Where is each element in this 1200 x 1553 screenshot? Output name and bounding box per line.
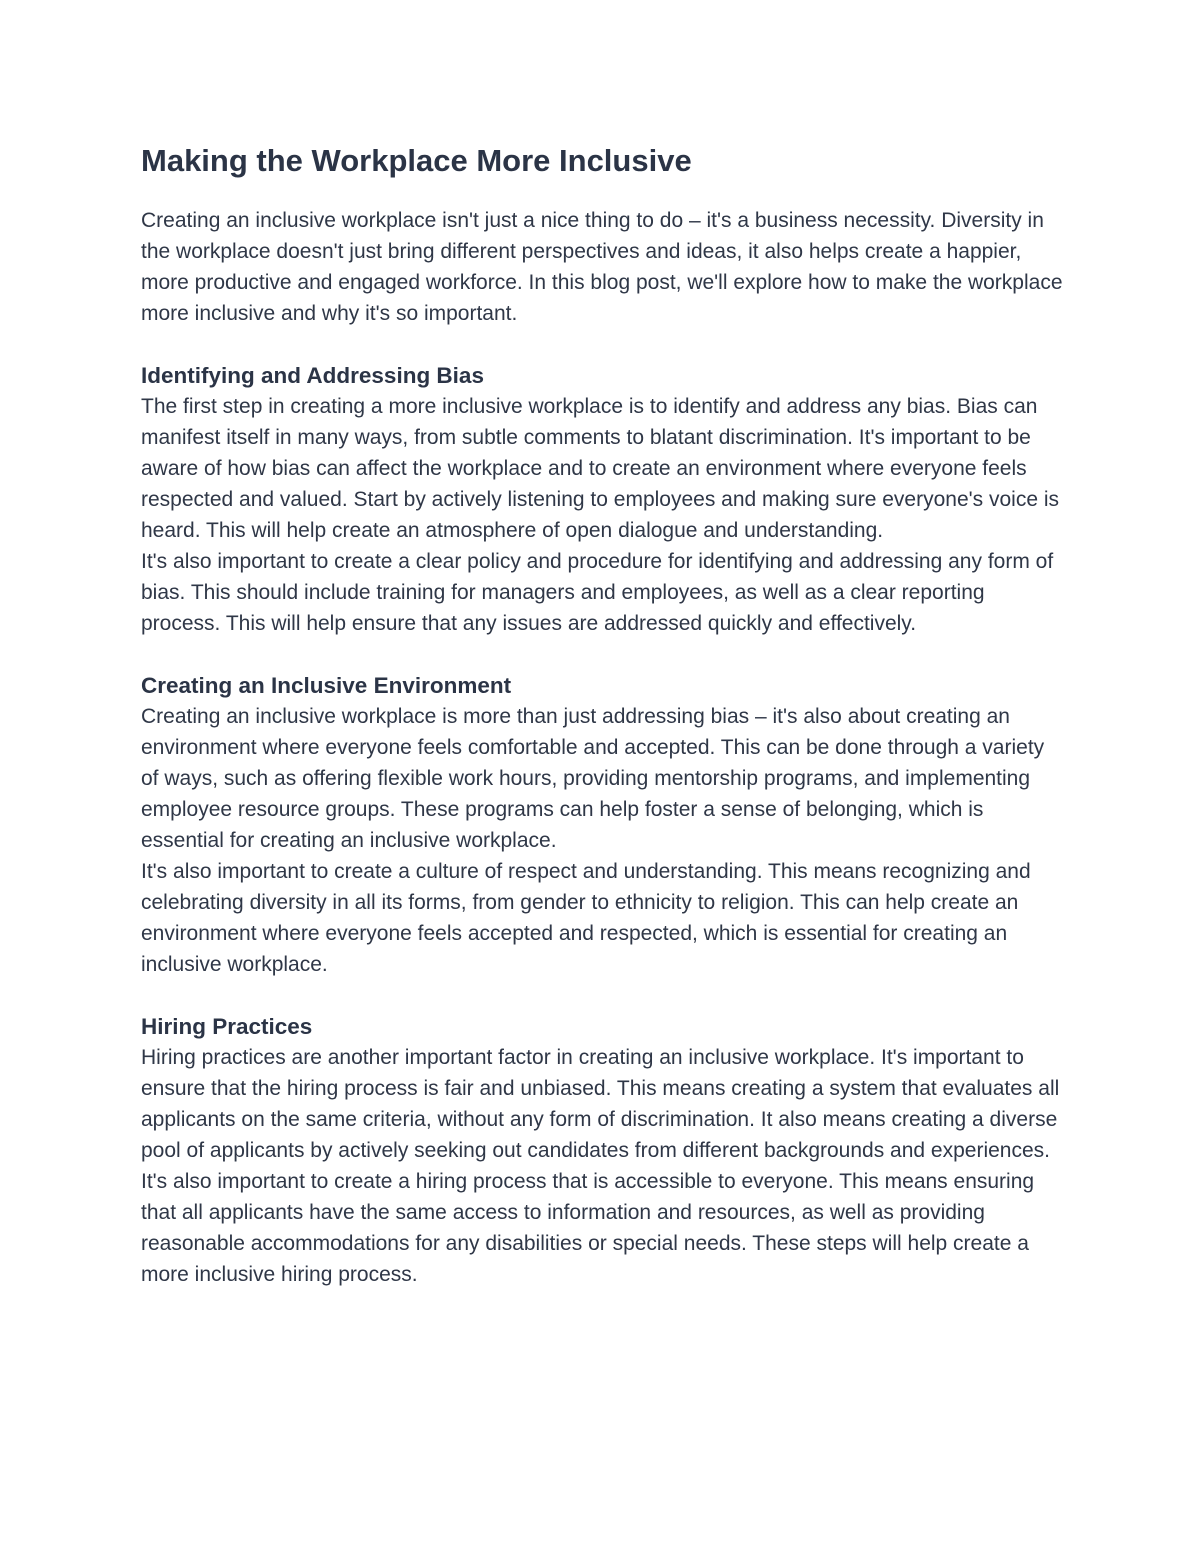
document-title: Making the Workplace More Inclusive xyxy=(141,143,692,178)
intro-paragraph: Creating an inclusive workplace isn't just a nice thing to do – it's a business necessity. Diversity in the workplace doesn't just bring different perspectives and ideas, it also helps create a happier, more productive and engaged workforce. In this blog post, we'll explore how to make the workplace more inclusive and why it's so important. xyxy=(141,209,1063,325)
section-heading: Identifying and Addressing Bias xyxy=(141,363,484,388)
document-page xyxy=(141,140,1066,1290)
section-paragraph: The first step in creating a more inclusive workplace is to identify and address any bias. Bias can manifest itself in many ways, from subtle comments to blatant discrimination. It's important to be aware of how bias can affect the workplace and to create an environment where everyone feels respected and valued. Start by actively listening to employees and making sure everyone's voice is heard. This will help create an atmosphere of open dialogue and understanding. xyxy=(141,395,1060,542)
section-hiring-practices xyxy=(141,1011,1066,1290)
section-heading: Creating an Inclusive Environment xyxy=(141,673,512,698)
section-heading: Hiring Practices xyxy=(141,1014,313,1039)
section-paragraph: It's also important to create a clear policy and procedure for identifying and addressing any form of bias. This should include training for managers and employees, as well as a clear reporting process. This will help ensure that any issues are addressed quickly and effectively. xyxy=(141,550,1054,635)
section-identifying-bias xyxy=(141,360,1066,639)
section-paragraph: It's also important to create a hiring process that is accessible to everyone. This means ensuring that all applicants have the same access to information and resources, as well as providing reasonable accommodations for any disabilities or special needs. These steps will help create a more inclusive hiring process. xyxy=(141,1170,1035,1286)
section-paragraph: Creating an inclusive workplace is more than just addressing bias – it's also about creating an environment where everyone feels comfortable and accepted. This can be done through a variety of ways, such as offering flexible work hours, providing mentorship programs, and implementing employee resource groups. These programs can help foster a sense of belonging, which is essential for creating an inclusive workplace. xyxy=(141,705,1045,852)
section-inclusive-environment xyxy=(141,670,1066,980)
section-paragraph: Hiring practices are another important factor in creating an inclusive workplace. It's important to ensure that the hiring process is fair and unbiased. This means creating a system that evaluates all applicants on the same criteria, without any form of discrimination. It also means creating a diverse pool of applicants by actively seeking out candidates from different backgrounds and experiences. xyxy=(141,1046,1060,1162)
section-paragraph: It's also important to create a culture of respect and understanding. This means recognizing and celebrating diversity in all its forms, from gender to ethnicity to religion. This can help create an environment where everyone feels accepted and respected, which is essential for creating an inclusive workplace. xyxy=(141,860,1031,976)
